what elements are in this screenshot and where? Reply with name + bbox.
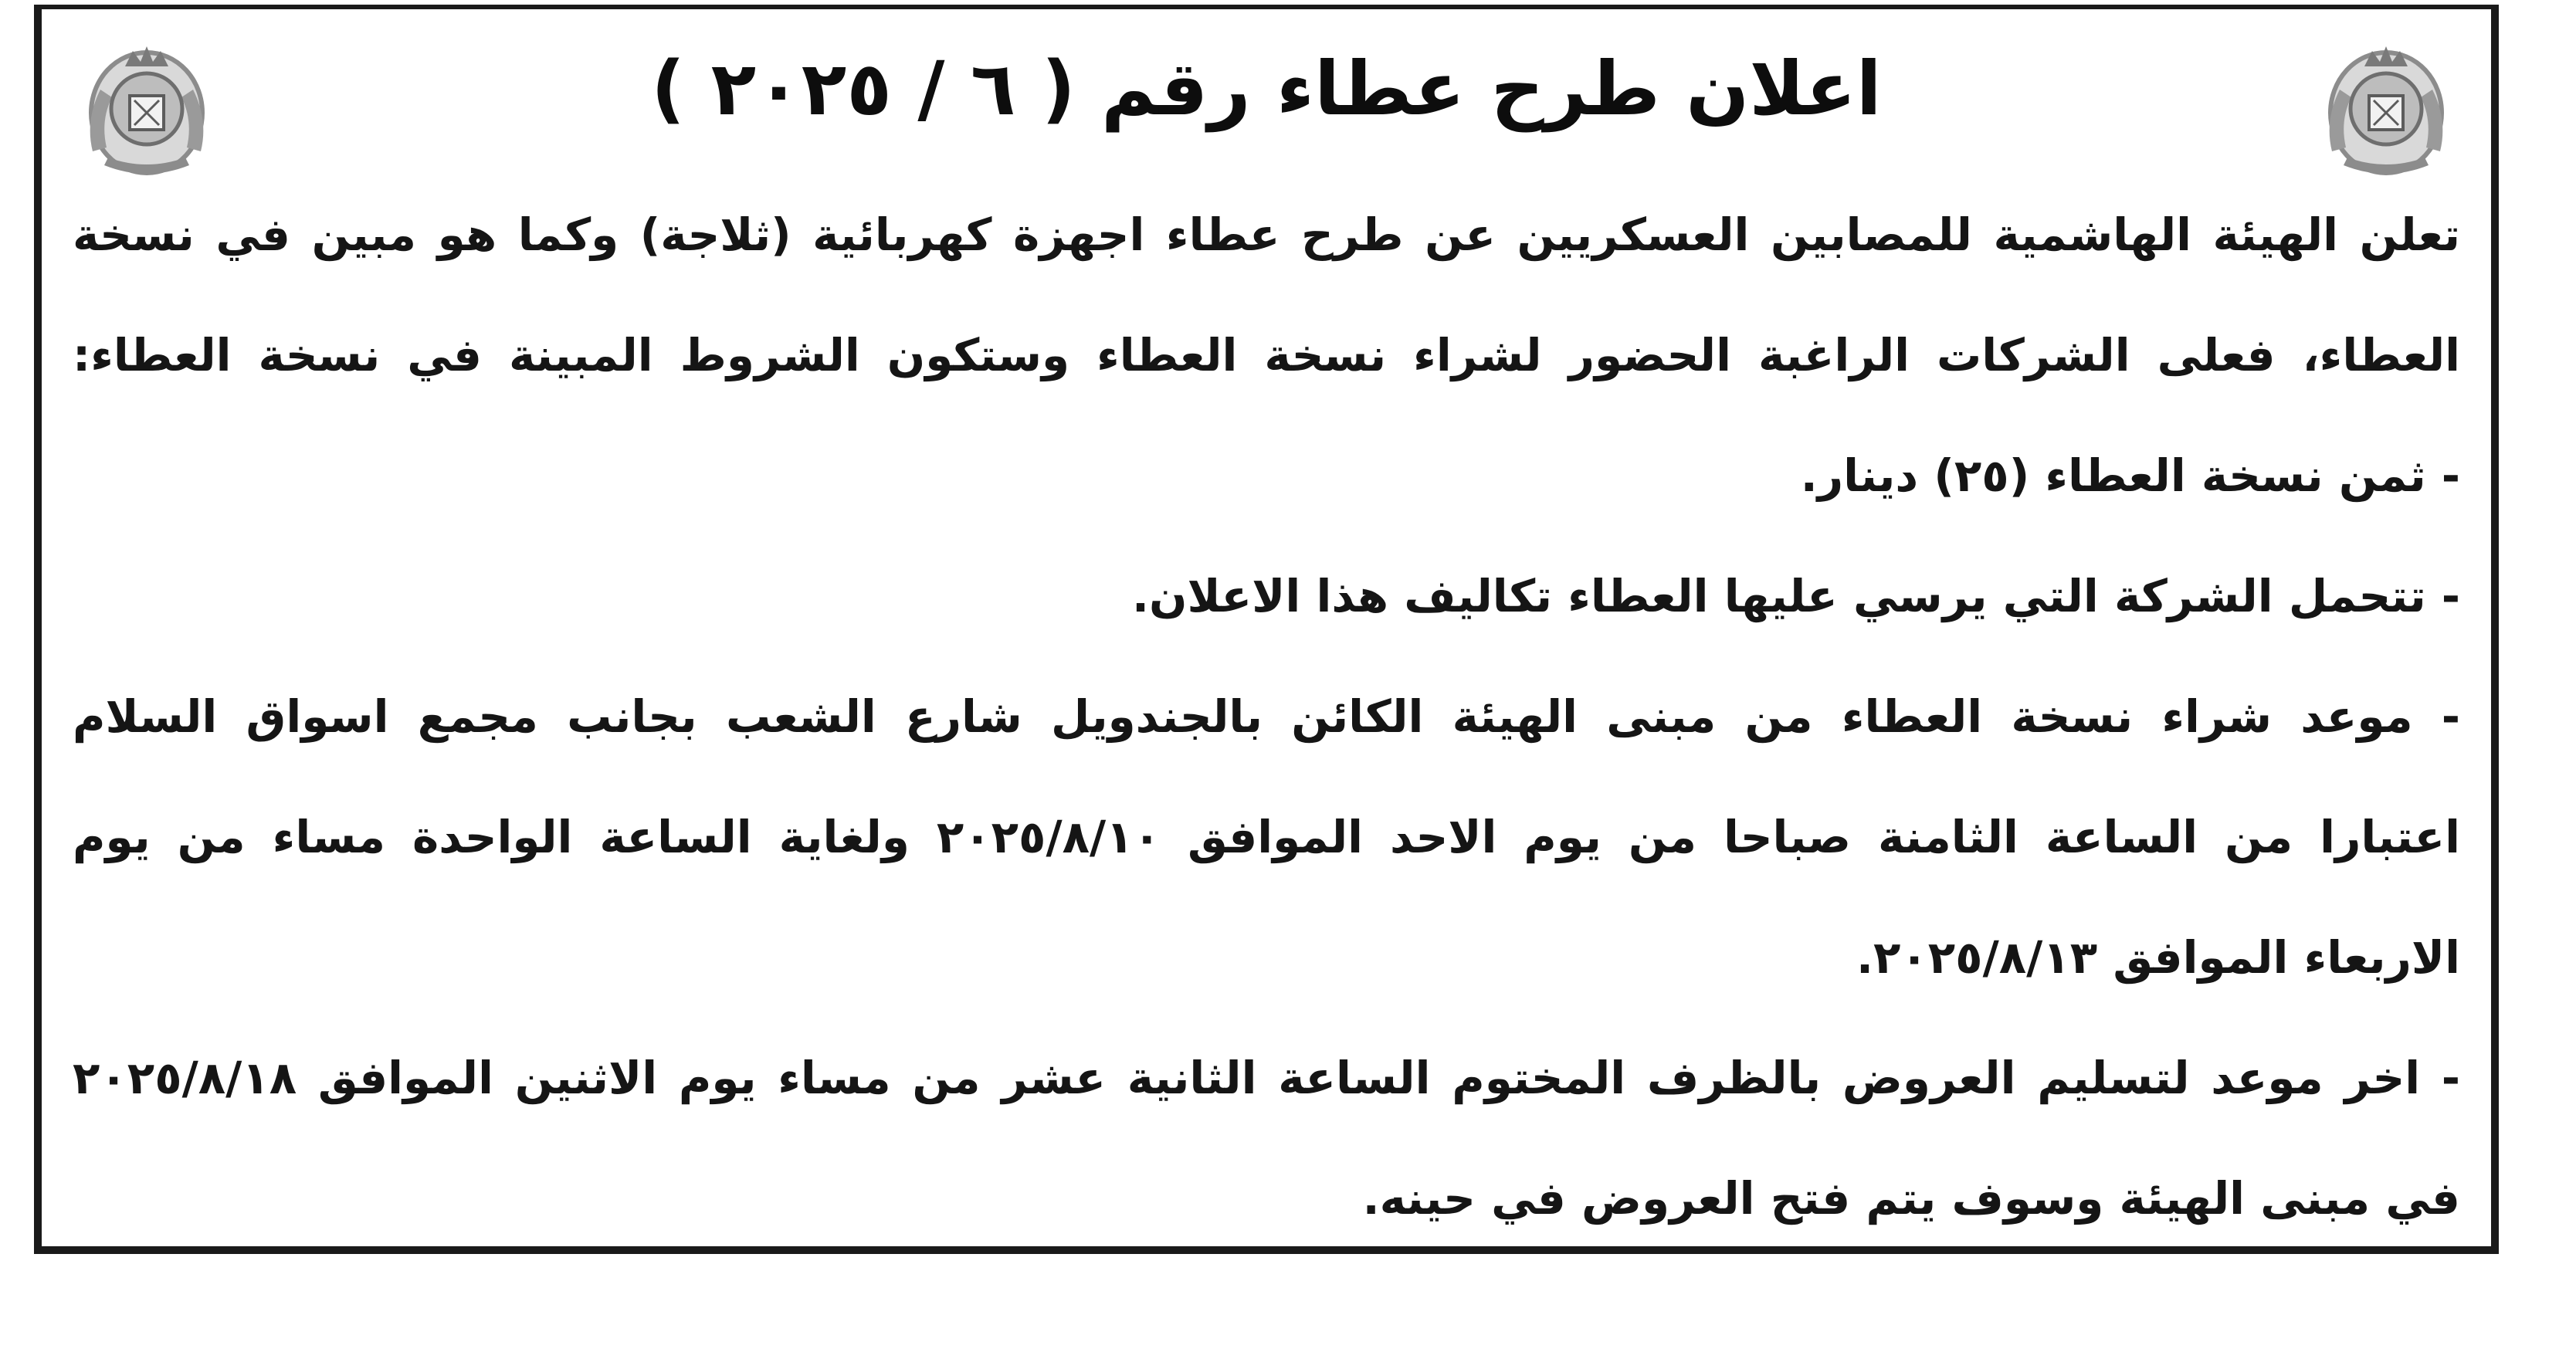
notice-line: - موعد شراء نسخة العطاء من مبنى الهيئة الكائن بالجندويل شارع الشعب بجانب مجمع اسواق السلام: [73, 690, 2460, 743]
notice-line: - ثمن نسخة العطاء (٢٥) دينار.: [1800, 449, 2460, 502]
notice-line: تعلن الهيئة الهاشمية للمصابين العسكريين عن طرح عطاء اجهزة كهربائية (ثلاجة) وكما هو مبين في نسخة: [73, 208, 2460, 261]
notice-body: [73, 175, 2460, 1259]
notice-line: - اخر موعد لتسليم العروض بالظرف المختوم الساعة الثانية عشر من مساء يوم الاثنين الموافق ٢٠٢٥/٨/١٨: [73, 1052, 2460, 1104]
notice-line: - تتحمل الشركة التي يرسي عليها العطاء تكاليف هذا الاعلان.: [1131, 570, 2460, 622]
notice-title: اعلان طرح عطاء رقم ( ٦ / ٢٠٢٥ ): [651, 46, 1882, 132]
notice-frame: [34, 5, 2499, 1254]
notice-line: العطاء، فعلى الشركات الراغبة الحضور لشراء نسخة العطاء وستكون الشروط المبينة في نسخة العطاء:: [73, 329, 2460, 381]
notice-line: الاربعاء الموافق ٢٠٢٥/٨/١٣.: [1856, 931, 2460, 984]
notice-line: اعتبارا من الساعة الثامنة صباحا من يوم الاحد الموافق ٢٠٢٥/٨/١٠ ولغاية الساعة الواحدة مساء من يوم: [73, 811, 2460, 863]
notice-line: في مبنى الهيئة وسوف يتم فتح العروض في حينه.: [1362, 1172, 2460, 1225]
